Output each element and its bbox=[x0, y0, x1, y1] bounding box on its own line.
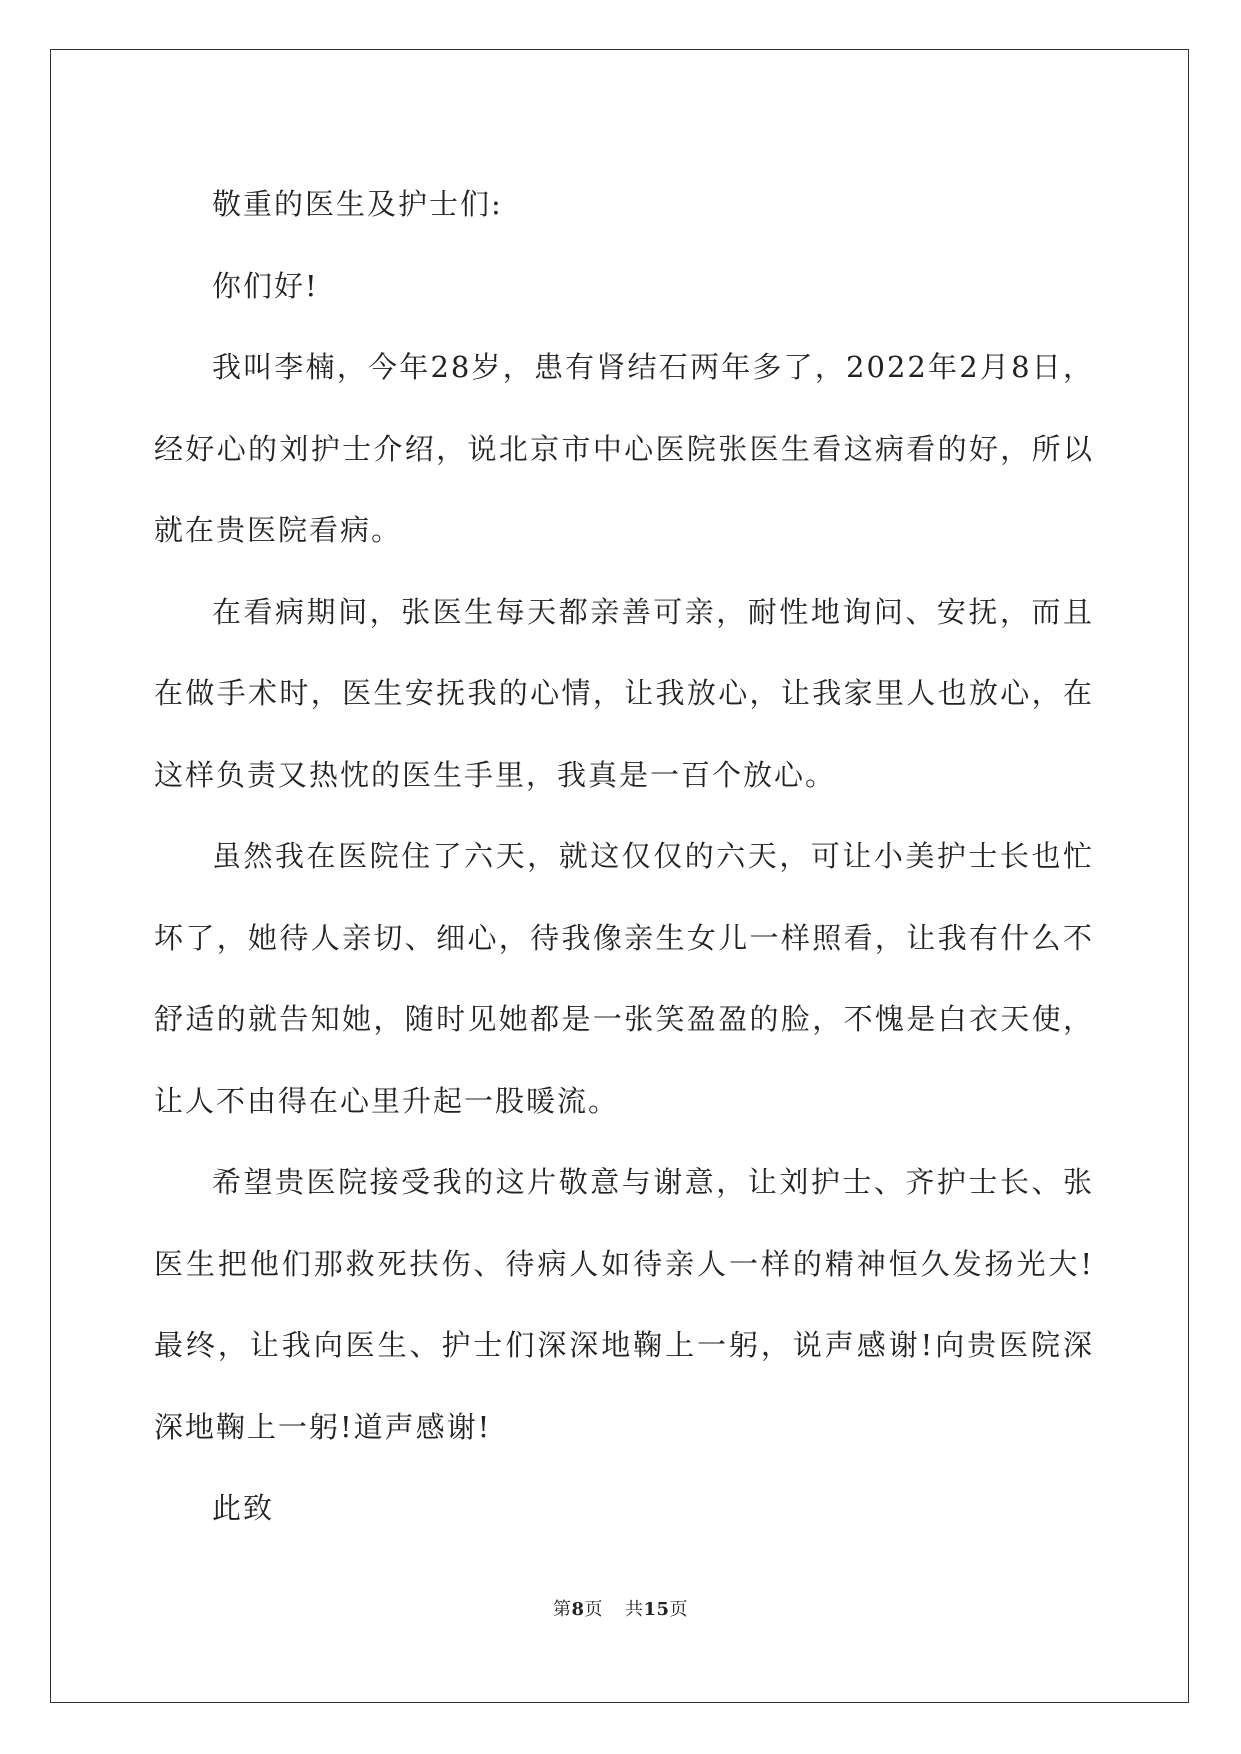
total-suffix: 页 bbox=[669, 1599, 689, 1620]
letter-paragraph: 在看病期间，张医生每天都亲善可亲，耐性地询问、安抚，而且在做手术时，医生安抚我的心情，让我放心，让我家里人也放心，在这样负责又热忱的医生手里，我真是一百个放心。 bbox=[154, 594, 1094, 792]
letter-paragraph: 虽然我在医院住了六天，就这仅仅的六天，可让小美护士长也忙坏了，她待人亲切、细心，待我像亲生女儿一样照看，让我有什么不舒适的就告知她，随时见她都是一张笑盈盈的脸，不愧是白衣天使，让人不由得在心里升起一股暖流。 bbox=[154, 839, 1094, 1118]
letter-body bbox=[154, 164, 1094, 1550]
page-current-number: 8 bbox=[571, 1599, 585, 1620]
letter-greeting: 敬重的医生及护士们: bbox=[212, 187, 503, 221]
page-footer bbox=[0, 1595, 1241, 1621]
page-prefix: 第 bbox=[552, 1599, 572, 1620]
page-suffix: 页 bbox=[584, 1599, 603, 1620]
letter-paragraph: 我叫李楠，今年28岁，患有肾结石两年多了，2022年2月8日，经好心的刘护士介绍，说北京市中心医院张医生看这病看的好，所以就在贵医院看病。 bbox=[154, 350, 1094, 547]
total-prefix: 共 bbox=[624, 1599, 644, 1620]
page-total-number: 15 bbox=[643, 1599, 670, 1620]
letter-hello: 你们好! bbox=[212, 268, 319, 303]
letter-paragraph: 希望贵医院接受我的这片敬意与谢意，让刘护士、齐护士长、张医生把他们那救死扶伤、待病人如待亲人一样的精神恒久发扬光大!最终，让我向医生、护士们深深地鞠上一躬，说声感谢!向贵医院深深地鞠上一躬!道声感谢! bbox=[154, 1165, 1094, 1444]
letter-closing: 此致 bbox=[212, 1491, 275, 1525]
